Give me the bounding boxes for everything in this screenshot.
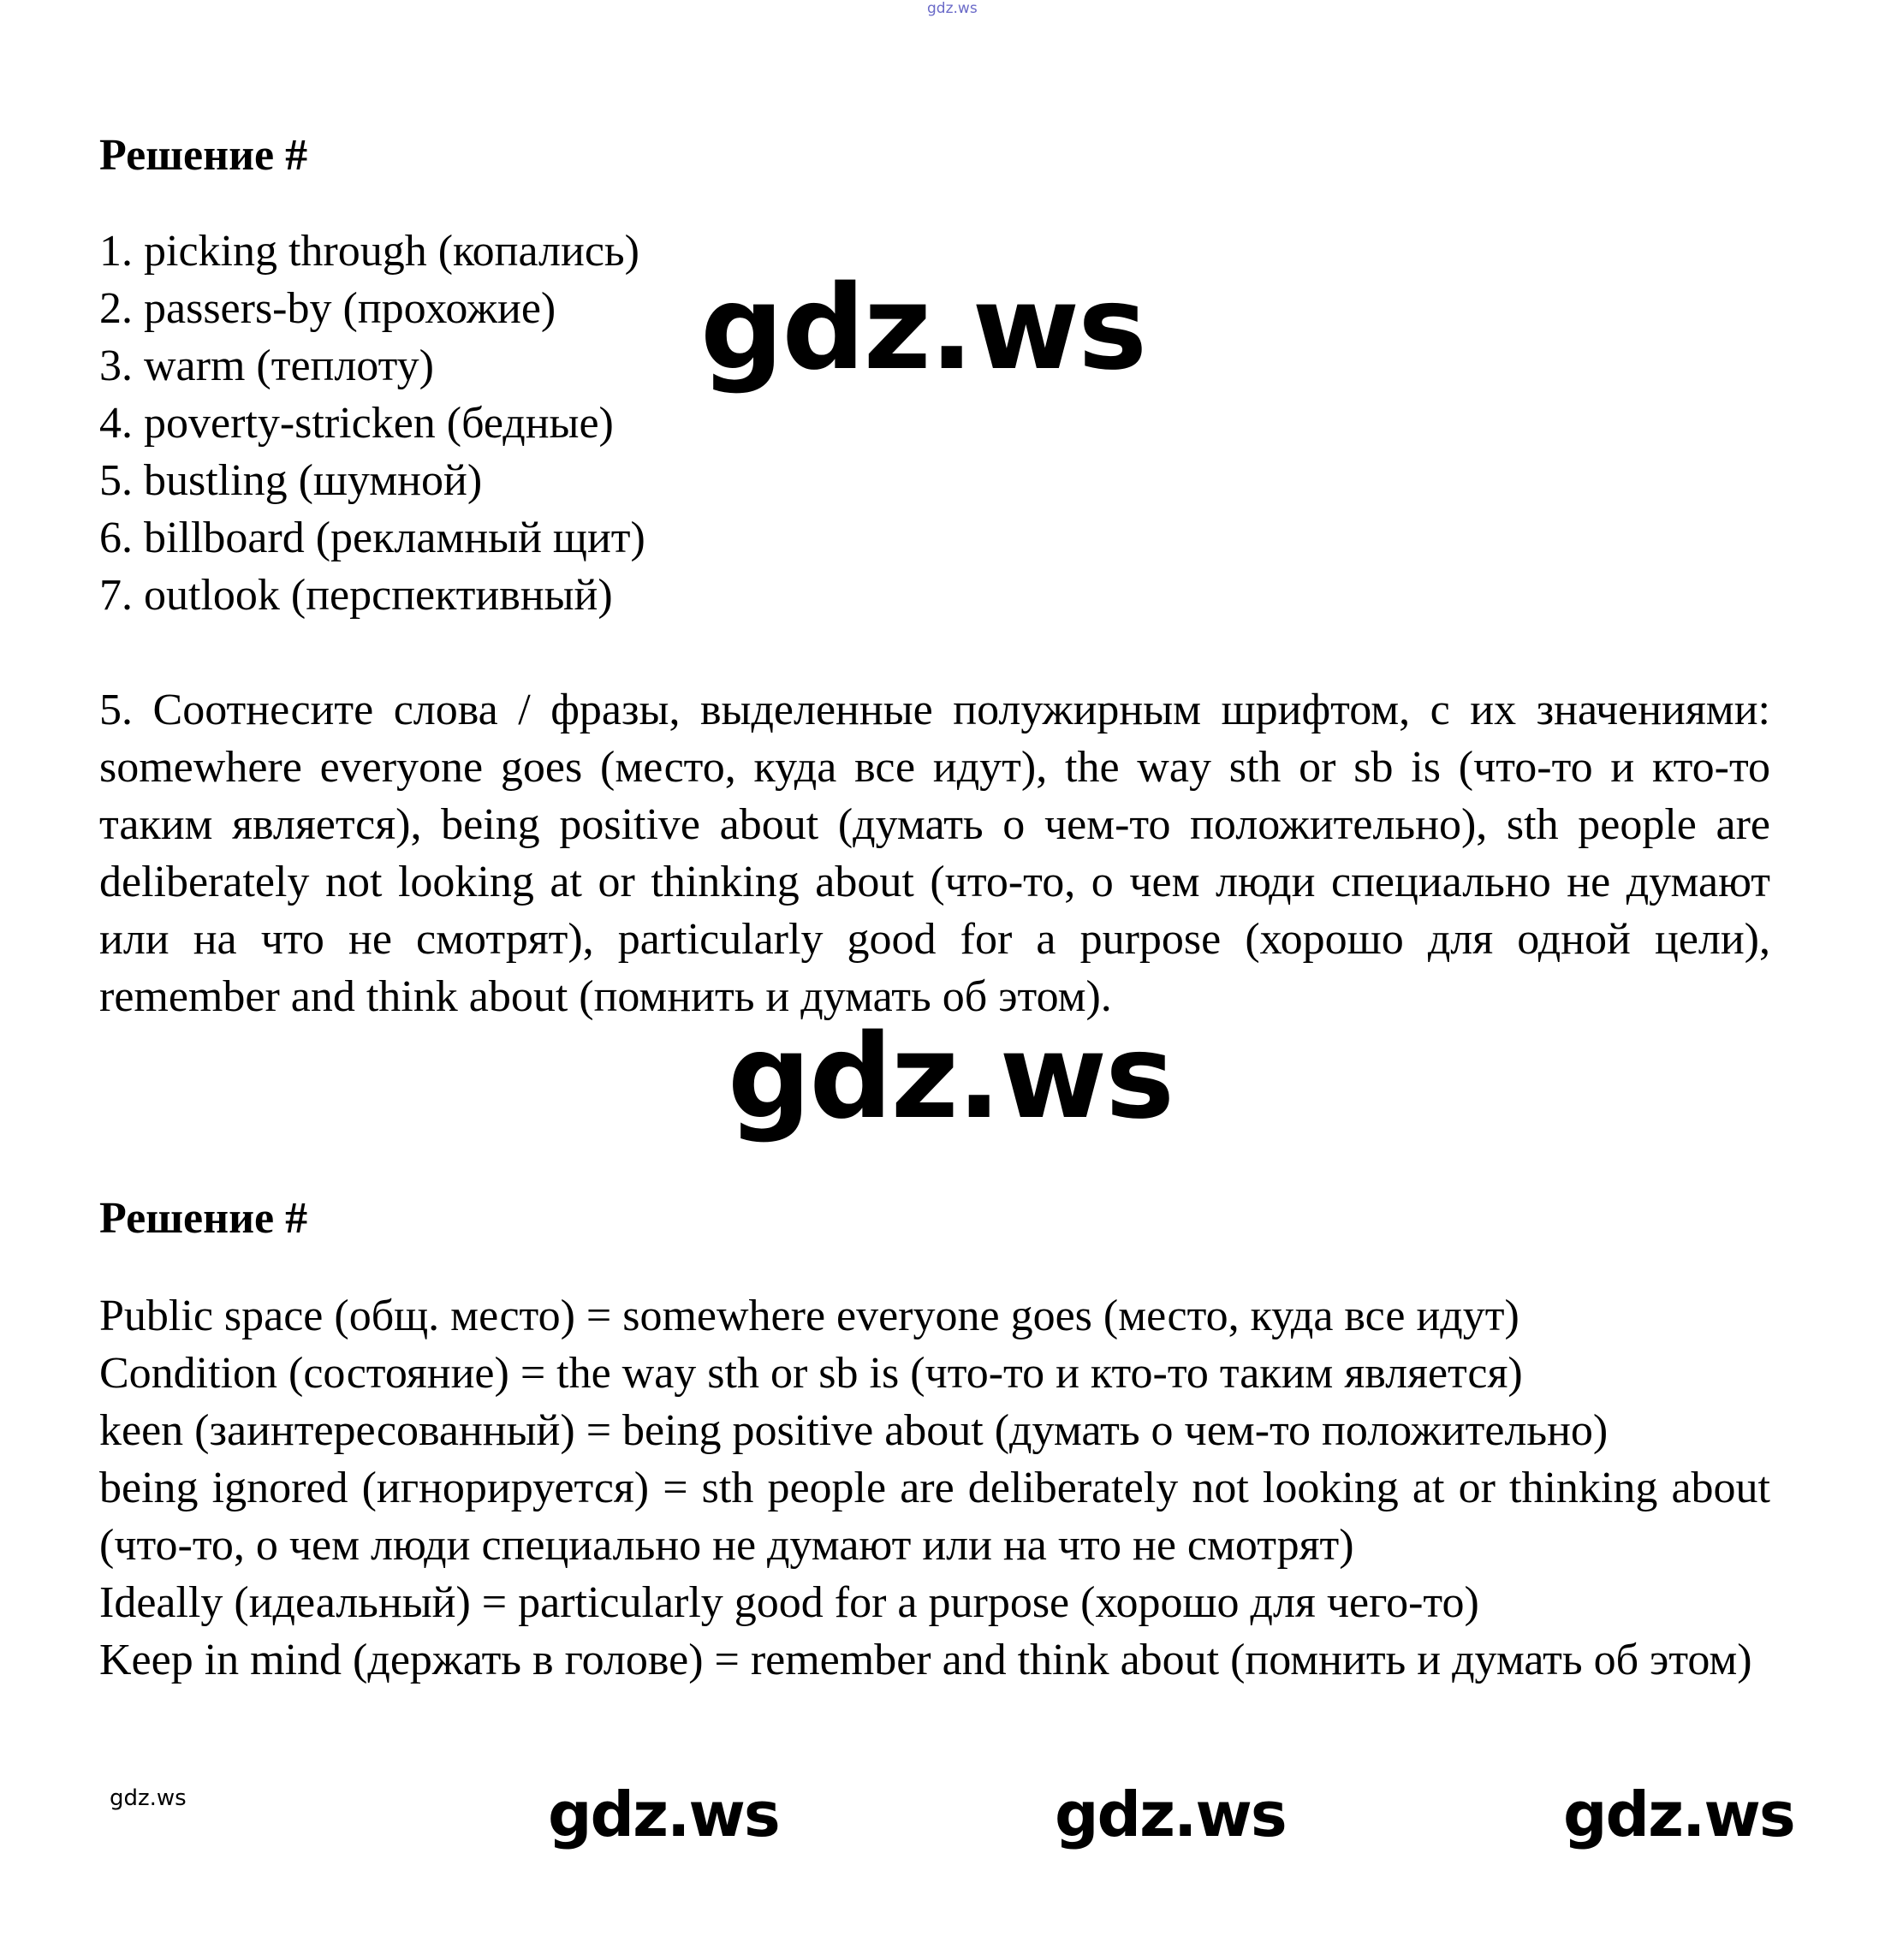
list-item: 1. picking through (копались) — [99, 227, 639, 276]
answer-line: being ignored (игнорируется) = sth people are deliberately not looking at or thinking about (что-то, о чем люди специально не думают или на что не смотрят) — [99, 1464, 1770, 1570]
watermark-footer-1: gdz.ws — [548, 1779, 779, 1850]
watermark-large-1: gdz.ws — [700, 261, 1146, 396]
watermark-large-2: gdz.ws — [728, 1010, 1174, 1145]
task-5-text: 5. Соотнесите слова / фразы, выделенные полужирным шрифтом, с их значениями: somewhere everyone goes (место, куда все идут), the way sth or sb is (что-то и кто-то таким является), being positive about (думать о чем-то положительно), sth people are deliberately not looking at or thinking about (что-то, о чем люди специально не думают или на что не смотрят), particularly good for a purpose (хорошо для одной цели), remember and think about (помнить и думать об этом). — [99, 686, 1770, 1021]
list-item: 6. billboard (рекламный щит) — [99, 514, 645, 562]
list-item: 2. passers-by (прохожие) — [99, 284, 556, 333]
list-item: 7. outlook (перспективный) — [99, 571, 613, 620]
matching-answers — [99, 1287, 1770, 1689]
solution-heading-2: Решение # — [99, 1194, 308, 1243]
answer-line: keen (заинтересованный) = being positive about (думать о чем-то положительно) — [99, 1406, 1609, 1455]
watermark-footer-3: gdz.ws — [1563, 1779, 1794, 1850]
solution-heading-1: Решение # — [99, 131, 308, 180]
list-item: 4. poverty-stricken (бедные) — [99, 399, 614, 448]
watermark-small: gdz.ws — [110, 1785, 187, 1811]
answer-line: Keep in mind (держать в голове) = remember and think about (помнить и думать об этом) — [99, 1636, 1752, 1684]
watermark-footer-2: gdz.ws — [1055, 1779, 1286, 1850]
list-item: 3. warm (теплоту) — [99, 342, 434, 390]
answer-line: Public space (общ. место) = somewhere everyone goes (место, куда все идут) — [99, 1292, 1519, 1340]
answer-line: Ideally (идеальный) = particularly good for a purpose (хорошо для чего-то) — [99, 1578, 1479, 1627]
answer-line: Condition (состояние) = the way sth or sb is (что-то и кто-то таким является) — [99, 1349, 1523, 1398]
watermark-top: gdz.ws — [927, 0, 978, 17]
list-item: 5. bustling (шумной) — [99, 456, 483, 505]
